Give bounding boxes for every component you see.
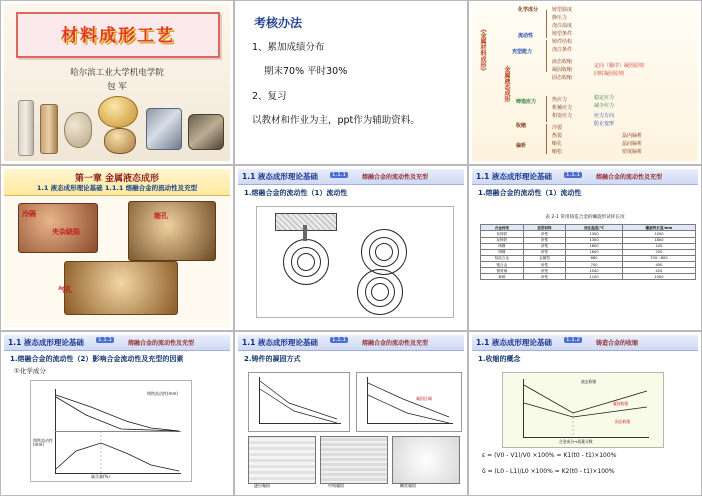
mindmap-item-10: 机械应力	[552, 105, 573, 111]
mindmap-group-8: 偏析	[516, 143, 527, 149]
figure-label-1: 中间凝固	[328, 482, 344, 488]
chart-label-0: 液态收缩	[581, 378, 597, 384]
header-title: 1.1 液态成形理论基础	[8, 337, 84, 347]
cell: 700	[566, 262, 623, 268]
spiral-fluidity-figure	[256, 206, 454, 318]
mindmap-item-17: 晶间偏析	[622, 141, 643, 147]
header-subtitle: 熔融合金的流动性及充型	[362, 174, 429, 182]
cell: 1600	[566, 243, 623, 249]
slide-2[interactable]	[234, 0, 468, 165]
gold-part-image	[98, 96, 138, 128]
metal-rod-image	[18, 100, 34, 156]
cell: 砂型	[523, 274, 566, 280]
steel-block-image	[146, 108, 182, 150]
figure-label-3: 凝固区域	[416, 395, 432, 401]
cell: 金属型	[523, 255, 566, 261]
header-number: 1.1.1	[332, 171, 346, 178]
mindmap-item-4: 铸件结构	[552, 39, 573, 45]
assessment-item-1b: 期末70% 平时30%	[264, 66, 348, 78]
table-caption: 表 2-1 常用铸造合金的螺旋形试样长度	[545, 215, 625, 221]
figure-label-2: 糊状凝固	[400, 482, 416, 488]
mindmap-group-4: 充型能力	[512, 49, 533, 55]
chart-label-1: 凝固收缩	[613, 400, 629, 406]
mindmap-group-3: 流动性	[518, 33, 534, 39]
cell: 镁合金	[481, 262, 524, 268]
cell: 1300	[566, 231, 623, 237]
mindmap-group-5: 收缩	[516, 123, 527, 129]
author-name: 包 军	[107, 82, 127, 92]
slide-4[interactable]	[0, 165, 234, 330]
body-line-1: 2.铸件的凝固方式	[244, 354, 301, 363]
formula-1: ε = (V0 - V1)/V0 ×100% = K1(t0 - t1)×100%	[482, 451, 617, 459]
chart-label-1: 铸铁流动性(mm)	[33, 437, 53, 447]
col-2: 浇注温度/℃	[566, 225, 623, 231]
cell: 铸钢	[481, 249, 524, 255]
mindmap-group-1: 化学成分	[518, 7, 539, 13]
mindmap-item-18: 密度偏析	[622, 149, 643, 155]
section-title: 1.1 液态成形理论基础 1.1.1 熔融合金的流动性及充型	[36, 184, 198, 193]
tag-inclusion: 夹杂缺陷	[52, 228, 80, 237]
cell: 1000	[622, 231, 695, 237]
chart-label-0: 铸铁流动性(mm)	[147, 390, 178, 396]
slide-header	[4, 335, 230, 351]
shrinkage-diagram	[502, 372, 664, 448]
mindmap-item-12: 冷裂	[552, 125, 563, 131]
slide-body	[238, 184, 464, 326]
cell: 680	[566, 255, 623, 261]
cell: 锡青铜	[481, 268, 524, 274]
mindmap-item-8: 固态收缩	[552, 75, 573, 81]
cell: 1800	[622, 237, 695, 243]
header-title: 1.1 液态成形理论基础	[476, 337, 552, 347]
body-line-1: 1.收缩的概念	[478, 354, 521, 363]
chapter-header	[4, 169, 230, 196]
mindmap-item-15: 缩松	[552, 149, 563, 155]
header-number: 1.1.1	[566, 171, 580, 178]
mindmap	[472, 4, 698, 161]
slide-header	[472, 335, 698, 351]
slide-3[interactable]	[468, 0, 702, 165]
tag-shrink-hole: 缩孔	[154, 212, 168, 221]
mindmap-group-6: 铸造应力	[516, 99, 537, 105]
body-line-1: 1.熔融合金的流动性（2）影响合金流动性及充型的因素	[10, 354, 184, 363]
mindmap-item-1: 静压力	[552, 15, 568, 21]
cell: 灰铸铁	[481, 237, 524, 243]
mindmap-note-2: 稳定应力	[594, 95, 615, 101]
table-row	[481, 274, 696, 280]
slide-5[interactable]	[234, 165, 468, 330]
col-3: 螺旋线长度/mm	[622, 225, 695, 231]
mindmap-note-5: 防止变形	[594, 121, 615, 127]
casting-lump-image	[64, 112, 92, 148]
mindmap-vertical-title: 《金属材料成形》	[479, 26, 486, 74]
slide-7[interactable]	[0, 331, 234, 496]
slide-6[interactable]	[468, 165, 702, 330]
mindmap-note-1: 同时凝固原则	[594, 71, 625, 77]
mindmap-item-6: 液态收缩	[552, 59, 573, 65]
slide-1[interactable]	[0, 0, 234, 165]
cell: 铝硅合金	[481, 255, 524, 261]
mindmap-item-11: 相变应力	[552, 113, 573, 119]
cell: 400	[622, 262, 695, 268]
mindmap-item-7: 凝固收缩	[552, 67, 573, 73]
slide-8[interactable]	[234, 331, 468, 496]
mindmap-note-0: 定向（顺序）凝固原则	[594, 63, 645, 69]
formula-2: δ = (L0 - L1)/L0 ×100% = K2(t0 - t1)×100%	[482, 467, 615, 475]
chapter-title: 第一章 金属液态成形	[74, 174, 160, 185]
header-title: 1.1 液态成形理论基础	[242, 337, 318, 347]
mindmap-item-13: 热裂	[552, 133, 563, 139]
bronze-part-image	[104, 128, 136, 154]
mindmap-item-0: 铸型温度	[552, 7, 573, 13]
cell: 砂型	[523, 237, 566, 243]
defect-photo-shrinkage	[128, 201, 216, 261]
cell: 1300	[566, 237, 623, 243]
cell: 砂型	[523, 243, 566, 249]
body-line-1: 1.熔融合金的流动性（1）流动性	[478, 189, 582, 198]
cell: 1040	[566, 268, 623, 274]
tag-gas-hole: 气孔	[58, 286, 72, 295]
body-line-1: 1.熔融合金的流动性（1）流动性	[244, 189, 348, 198]
header-subtitle: 熔融合金的流动性及充型	[362, 339, 429, 347]
col-1: 造型材料	[523, 225, 566, 231]
cell: 420	[622, 268, 695, 274]
mindmap-item-9: 热应力	[552, 97, 568, 103]
mindmap-item-2: 浇注温度	[552, 23, 573, 29]
slide-header	[472, 169, 698, 185]
slide-body	[4, 350, 230, 492]
mindmap-note-4: 应力方向	[594, 113, 615, 119]
mindmap-note-3: 减少应力	[594, 103, 615, 109]
cell: 1640	[566, 249, 623, 255]
page-title: 材料成形工艺	[61, 26, 175, 46]
school-name: 哈尔滨工业大学机电学院	[70, 68, 164, 78]
chart-label-2: 碳含量(%)	[91, 473, 110, 479]
slide-body	[238, 350, 464, 492]
tag-cold-shut: 冷隔	[22, 210, 36, 219]
body-line-2: ①化学成分	[14, 366, 46, 375]
cell: 黄铜	[481, 274, 524, 280]
header-title: 1.1 液态成形理论基础	[476, 172, 552, 182]
dark-alloy-block-image	[188, 114, 224, 150]
assessment-item-2: 2、复习	[252, 90, 287, 102]
cell: 灰铸铁	[481, 231, 524, 237]
phase-diagram-figure	[30, 380, 192, 482]
cell: 铸钢	[481, 243, 524, 249]
cell: 1000	[622, 274, 695, 280]
cell: 100	[622, 243, 695, 249]
assessment-item-1: 1、累加成绩分布	[252, 42, 325, 53]
slide-header	[238, 335, 464, 351]
solidification-figure	[248, 372, 460, 488]
header-number: 1.1.1	[98, 337, 112, 344]
fluidity-table	[480, 224, 696, 280]
header-subtitle: 熔融合金的流动性及充型	[128, 339, 195, 347]
chart-label-3: 合金成分→质量分数	[559, 438, 593, 444]
title-box	[16, 12, 220, 58]
header-title: 1.1 液态成形理论基础	[242, 172, 318, 182]
cell: 200	[622, 249, 695, 255]
cell: 砂型	[523, 268, 566, 274]
defect-photo-porosity	[64, 261, 178, 315]
cell: 砂型	[523, 231, 566, 237]
chart-label-2: 固态收缩	[615, 418, 631, 424]
cell: 砂型	[523, 262, 566, 268]
header-subtitle: 铸造合金的收缩	[596, 339, 639, 347]
col-0: 合金种类	[481, 225, 524, 231]
mindmap-item-16: 晶内偏析	[622, 133, 643, 139]
figure-label-0: 逐层凝固	[254, 482, 270, 488]
assessment-title: 考核办法	[254, 16, 303, 30]
mindmap-item-14: 缩孔	[552, 141, 563, 147]
cell: 700～800	[622, 255, 695, 261]
mindmap-item-5: 浇注条件	[552, 47, 573, 53]
assessment-item-2b: 以教材和作业为主，ppt作为辅助资料。	[252, 114, 420, 126]
header-number: 1.1.2	[566, 337, 580, 344]
mindmap-group-2: 金属液态成形	[503, 66, 510, 102]
slide-body	[472, 184, 698, 326]
header-number: 1.1.1	[332, 337, 346, 344]
cell: 1100	[566, 274, 623, 280]
slide-9[interactable]	[468, 331, 702, 496]
brass-rod-image	[40, 104, 58, 154]
slide-body	[472, 350, 698, 492]
cell: 砂型	[523, 249, 566, 255]
slide-header	[238, 169, 464, 185]
header-subtitle: 熔融合金的流动性及充型	[596, 174, 663, 182]
mindmap-item-3: 铸型条件	[552, 31, 573, 37]
